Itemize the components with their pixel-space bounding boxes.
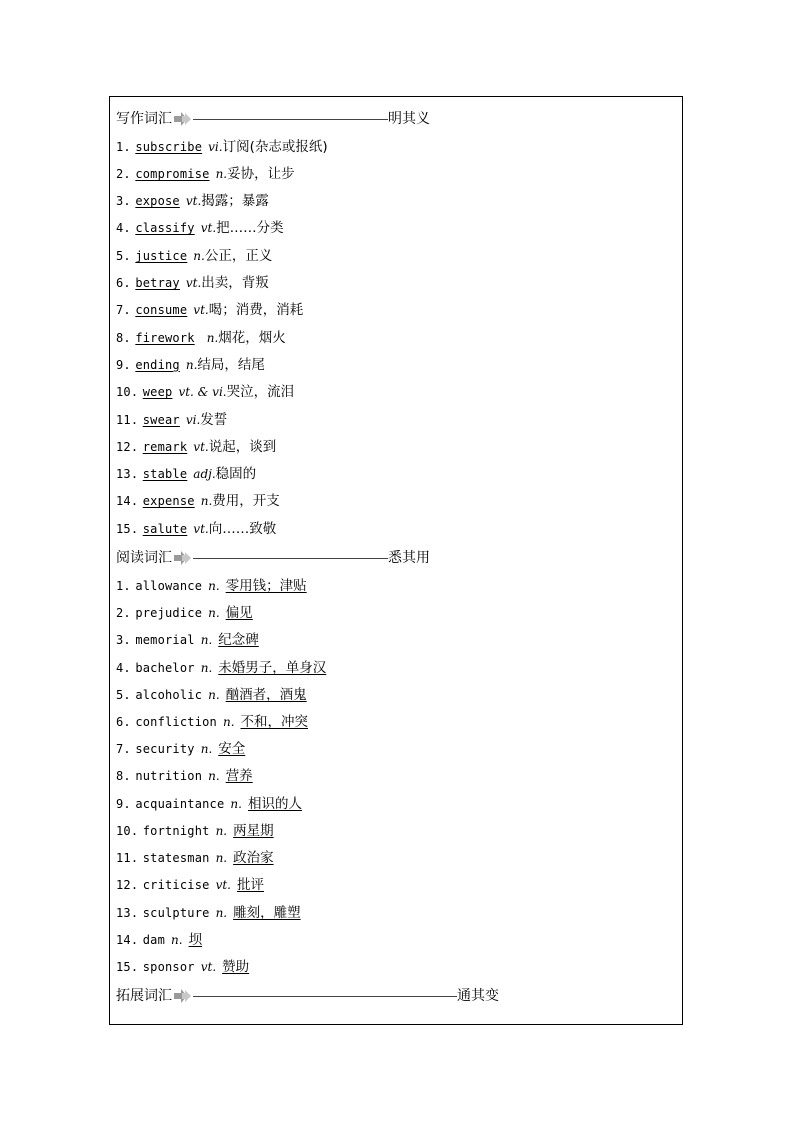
item-pos: vt. [193, 440, 209, 454]
item-word: ending [135, 358, 180, 372]
item-word: nutrition [135, 769, 203, 783]
item-number: 13. [116, 467, 139, 481]
item-word: swear [142, 413, 180, 427]
item-word: salute [142, 522, 188, 536]
item-pos: vt. [193, 522, 209, 536]
item-pos: vi. [185, 413, 201, 427]
vocab-item [116, 246, 272, 266]
item-answer: 赞助 [222, 959, 250, 975]
item-pos: n. [215, 906, 228, 920]
section-header-extension [116, 986, 499, 1006]
item-answer: 雕刻，雕塑 [233, 905, 301, 921]
section-suffix: 悉其用 [388, 550, 430, 566]
item-meaning: 稳固的 [215, 466, 257, 482]
vocab-item [116, 630, 259, 650]
item-word: firework [135, 331, 195, 345]
item-number: 10. [116, 824, 139, 838]
item-meaning: 烟花，烟火 [218, 330, 286, 346]
item-answer: 坝 [188, 932, 203, 948]
vocab-item [116, 875, 264, 895]
item-answer: 零用钱；津贴 [225, 578, 307, 594]
double-arrow-icon [174, 989, 192, 1003]
item-pos: vt. [193, 303, 209, 317]
item-word: statesman [142, 851, 210, 865]
item-number: 9. [116, 797, 131, 811]
item-number: 9. [116, 358, 131, 372]
item-number: 10. [116, 385, 139, 399]
item-number: 15. [116, 522, 139, 536]
vocab-item [116, 576, 307, 596]
item-word: sculpture [142, 906, 210, 920]
section-header-reading [116, 548, 430, 568]
vocab-item [116, 491, 280, 511]
vocab-item [116, 766, 253, 786]
vocab-item [116, 603, 253, 623]
item-word: sponsor [142, 960, 195, 974]
item-word: confliction [135, 715, 217, 729]
vocab-item [116, 437, 276, 457]
item-pos: n. [185, 358, 198, 372]
item-meaning: 说起，谈到 [208, 439, 277, 455]
item-number: 4. [116, 221, 131, 235]
item-meaning: 发誓 [200, 412, 228, 428]
item-meaning: 喝；消费，消耗 [208, 302, 304, 318]
item-pos: vt. [215, 878, 231, 892]
item-answer: 两星期 [233, 823, 274, 839]
item-number: 3. [116, 633, 131, 647]
section-title: 写作词汇 [116, 111, 172, 127]
item-answer: 酗酒者，酒鬼 [225, 687, 307, 703]
item-pos: vt. [200, 960, 217, 974]
item-pos: n. [208, 579, 220, 593]
item-meaning: 向……致敬 [208, 521, 277, 537]
item-pos: vt. [200, 221, 217, 235]
vocab-item [116, 848, 274, 868]
item-word: fortnight [142, 824, 210, 838]
item-pos: vt. & vi. [178, 385, 227, 399]
vocab-item [116, 464, 256, 484]
vocab-item [116, 137, 328, 157]
item-number: 6. [116, 276, 131, 290]
item-meaning: 公正，正义 [204, 248, 273, 264]
vocab-item [116, 300, 303, 320]
item-word: subscribe [135, 140, 203, 154]
item-pos: vt. [185, 194, 202, 208]
item-pos: n. [215, 824, 228, 838]
item-number: 8. [116, 331, 131, 345]
item-word: compromise [135, 167, 210, 181]
double-arrow-icon [174, 551, 192, 565]
item-answer: 批评 [236, 877, 264, 893]
section-divider-line [193, 996, 457, 997]
item-word: remark [142, 440, 188, 454]
section-suffix: 明其义 [388, 111, 430, 127]
item-number: 4. [116, 661, 131, 675]
item-pos: vi. [208, 140, 223, 154]
item-answer: 不和，冲突 [240, 714, 309, 730]
item-meaning: 费用，开支 [212, 493, 280, 509]
item-number: 11. [116, 413, 139, 427]
vocab-item [116, 957, 249, 977]
item-word: security [135, 742, 195, 756]
item-word: prejudice [135, 606, 203, 620]
item-number: 1. [116, 140, 131, 154]
item-word: expose [135, 194, 180, 208]
item-word: allowance [135, 579, 203, 593]
item-number: 8. [116, 769, 131, 783]
item-answer: 未婚男子，单身汉 [218, 660, 327, 676]
section-suffix: 通其变 [457, 988, 499, 1004]
item-word: classify [135, 221, 195, 235]
item-word: criticise [142, 878, 210, 892]
vocab-item [116, 685, 307, 705]
item-number: 7. [116, 303, 131, 317]
item-word: dam [142, 933, 166, 947]
item-pos: adj. [193, 467, 216, 481]
vocab-item [116, 712, 308, 732]
item-word: expense [142, 494, 195, 508]
item-answer: 相识的人 [247, 796, 302, 812]
item-number: 2. [116, 606, 131, 620]
vocab-item [116, 903, 301, 923]
item-pos: n. [200, 661, 213, 675]
item-number: 5. [116, 688, 131, 702]
item-pos: n. [200, 742, 213, 756]
item-pos: n. [208, 688, 220, 702]
vocab-item [116, 739, 245, 759]
item-pos: n. [208, 769, 220, 783]
vocab-item [116, 191, 269, 211]
item-number: 7. [116, 742, 131, 756]
section-title: 阅读词汇 [116, 550, 172, 566]
vocab-item [116, 410, 227, 430]
vocab-item [116, 355, 265, 375]
vocab-item [116, 218, 284, 238]
item-pos: vt. [185, 276, 202, 290]
vocab-item [116, 794, 302, 814]
vocab-item [116, 658, 326, 678]
vocab-item [116, 273, 269, 293]
item-answer: 政治家 [233, 850, 274, 866]
item-number: 1. [116, 579, 131, 593]
item-answer: 纪念碑 [218, 632, 259, 648]
double-arrow-icon [174, 112, 192, 126]
item-word: weep [142, 385, 173, 399]
item-pos: n. [200, 633, 213, 647]
item-meaning: 订阅(杂志或报纸) [222, 139, 328, 155]
item-word: bachelor [135, 661, 195, 675]
item-number: 12. [116, 878, 139, 892]
item-number: 2. [116, 167, 131, 181]
item-word: acquaintance [135, 797, 225, 811]
item-number: 14. [116, 933, 139, 947]
item-number: 3. [116, 194, 131, 208]
item-answer: 安全 [218, 741, 246, 757]
section-title: 拓展词汇 [116, 988, 172, 1004]
item-word: betray [135, 276, 180, 290]
section-divider-line [193, 558, 388, 559]
item-meaning: 揭露；暴露 [201, 193, 269, 209]
item-meaning: 结局，结尾 [197, 357, 265, 373]
item-number: 12. [116, 440, 139, 454]
item-meaning: 哭泣，流泪 [226, 384, 295, 400]
item-pos: n. [200, 494, 213, 508]
vocab-item [116, 930, 202, 950]
item-pos: n. [215, 167, 228, 181]
item-word: consume [135, 303, 188, 317]
item-meaning: 出卖，背叛 [201, 275, 269, 291]
section-header-writing [116, 109, 430, 129]
item-answer: 偏见 [225, 605, 253, 621]
item-pos: n. [193, 249, 205, 263]
item-number: 14. [116, 494, 139, 508]
item-number: 11. [116, 851, 139, 865]
item-number: 5. [116, 249, 131, 263]
item-pos: n. [230, 797, 242, 811]
item-pos: n. [208, 606, 220, 620]
vocab-item [116, 328, 286, 348]
item-word: stable [142, 467, 188, 481]
item-pos: n. [215, 851, 228, 865]
item-answer: 营养 [225, 768, 253, 784]
vocab-item [116, 164, 295, 184]
item-word: justice [135, 249, 188, 263]
item-pos: n. [171, 933, 183, 947]
item-pos: n. [222, 715, 235, 729]
vocab-item [116, 821, 274, 841]
item-word: memorial [135, 633, 195, 647]
item-pos: n. [206, 331, 219, 345]
item-meaning: 把……分类 [216, 220, 284, 236]
item-number: 15. [116, 960, 139, 974]
item-meaning: 妥协，让步 [227, 166, 295, 182]
vocab-item [116, 382, 294, 402]
item-number: 6. [116, 715, 131, 729]
item-word: alcoholic [135, 688, 203, 702]
item-number: 13. [116, 906, 139, 920]
section-divider-line [193, 119, 388, 120]
vocab-item [116, 519, 276, 539]
